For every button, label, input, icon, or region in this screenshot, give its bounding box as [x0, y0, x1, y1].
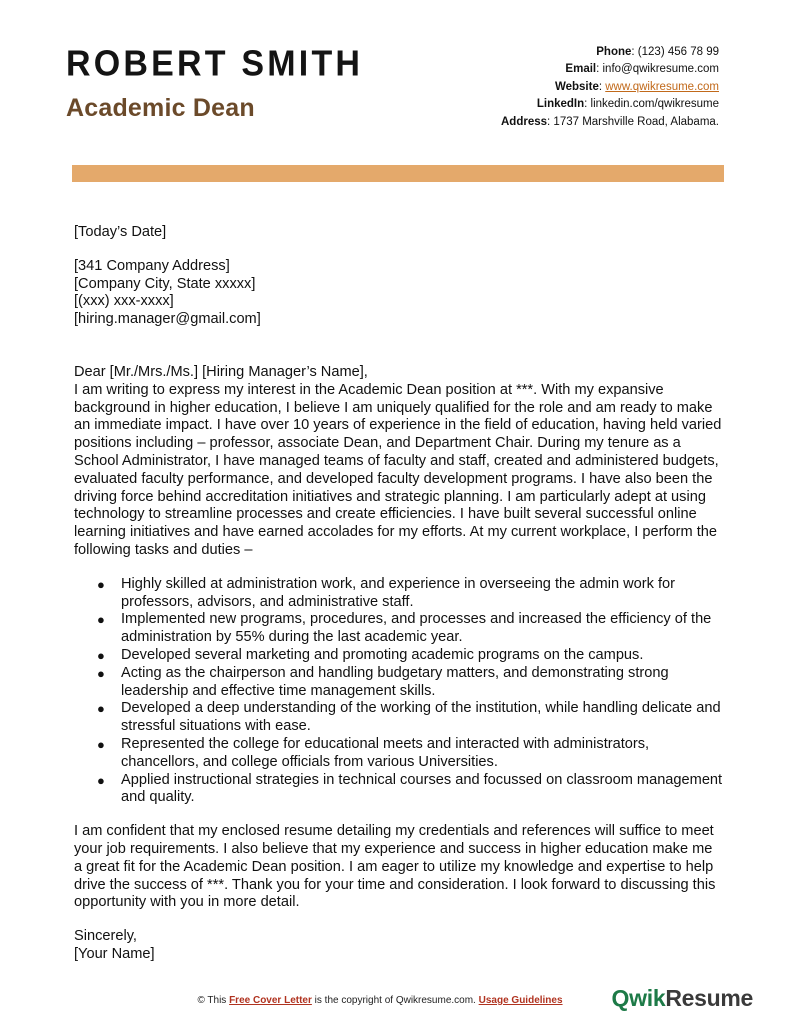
duty-list-item [97, 735, 724, 772]
letter-date: [Today’s Date] [74, 224, 167, 240]
recipient-email: [hiring.manager@gmail.com] [74, 311, 261, 328]
recipient-phone: [(xxx) xxx-xxxx] [74, 293, 174, 310]
duty-list-item [97, 700, 724, 736]
logo-part-resume: Resume [665, 985, 753, 1011]
free-cover-letter-link[interactable]: Free Cover Letter [229, 995, 312, 1006]
website-label: Website [554, 80, 599, 93]
bullet-icon: ● [97, 576, 105, 592]
contact-linkedin: LinkedIn: linkedin.com/qwikresume [536, 98, 719, 111]
duty-list-item [97, 611, 724, 647]
recipient-address: [341 Company Address] [74, 257, 230, 274]
duty-text: Acting as the chairperson and handling budgetary matters, and demonstrating strong leadership and effective time management skills. [121, 664, 669, 699]
duty-list-item [97, 646, 724, 665]
letter-body [74, 224, 724, 964]
email-value: info@qwikresume.com [602, 63, 719, 76]
duty-list-item [97, 664, 724, 701]
footer-middle: is the copyright of Qwikresume.com. [311, 995, 479, 1006]
website-link[interactable]: www.qwikresume.com [605, 80, 719, 93]
contact-block [359, 44, 719, 131]
duty-text: Applied instructional strategies in technical courses and focussed on classroom management and quality. [121, 771, 723, 806]
phone-label: Phone [596, 46, 632, 58]
duty-text: Developed a deep understanding of the working of the institution, while handling delicate and stressful situations with ease. [121, 700, 721, 735]
bullet-icon: ● [97, 612, 105, 628]
duty-list-item [97, 771, 724, 808]
usage-guidelines-link[interactable]: Usage Guidelines [478, 995, 563, 1006]
contact-phone: Phone: (123) 456 78 99 [596, 46, 719, 58]
contact-address: Address: 1737 Marshville Road, Alabama. [501, 115, 719, 128]
bullet-icon: ● [97, 665, 105, 681]
email-label: Email [565, 63, 597, 76]
closing-paragraph: I am confident that my enclosed resume detailing my credentials and references will suffice to meet your job requirements. I also believe that my experience and success in higher education make me a great fit for the Academic Dean position. I am eager to utilize my knowledge and expertise to help drive the success of ***. Thank you for your time and consideration. I look forward to discussing this opportunity with you in more detail. [74, 823, 716, 911]
address-label: Address [501, 115, 548, 128]
signature: [Your Name] [74, 945, 155, 962]
logo-part-qwik: Qwik [611, 985, 666, 1011]
intro-paragraph: I am writing to express my interest in the Academic Dean position at ***. With my expansive background in higher education, I believe I am uniquely qualified for the role and am ready to make an immediate impact. I have over 10 years of experience in the field of education, having held varied positions including – professor, associate Dean, and Department Chair. During my tenure as a School Administrator, I have managed teams of faculty and staff, created and administered budgets, evaluated faculty performance, and developed faculty development programs. I have also been the driving force behind accreditation initiatives and strategic planning. I am particularly adept at using technology to streamline processes and create efficiencies. I have built several successful online learning initiatives and have earned accolades for my efforts. At my current workplace, I perform the following tasks and duties – [74, 381, 722, 558]
contact-website: Website: www.qwikresume.com [554, 80, 719, 93]
contact-email: Email: info@qwikresume.com [565, 63, 719, 76]
address-value: 1737 Marshville Road, Alabama. [553, 115, 719, 128]
footer-prefix: © This [197, 995, 230, 1006]
bullet-icon: ● [97, 736, 105, 752]
duty-list-item [97, 575, 724, 612]
phone-value: (123) 456 78 99 [637, 46, 719, 58]
linkedin-value: linkedin.com/qwikresume [590, 98, 719, 111]
bullet-icon: ● [97, 772, 105, 788]
sign-off: Sincerely, [74, 928, 137, 945]
applicant-name: ROBERT SMITH [66, 44, 364, 84]
bullet-icon: ● [97, 701, 105, 717]
recipient-block [74, 258, 724, 329]
duty-text: Developed several marketing and promoting academic programs on the campus. [121, 646, 644, 663]
job-title: Academic Dean [66, 94, 255, 122]
qwikresume-logo[interactable] [612, 985, 753, 1012]
salutation: Dear [Mr./Mrs./Ms.] [Hiring Manager’s Name], [74, 363, 368, 380]
duty-text: Highly skilled at administration work, and experience in overseeing the admin work for professors, advisors, and administrative staff. [121, 575, 676, 610]
bullet-icon: ● [97, 647, 105, 663]
recipient-city: [Company City, State xxxxx] [74, 275, 256, 292]
duties-list [74, 576, 724, 807]
duty-text: Implemented new programs, procedures, and processes and increased the efficiency of the administration by 55% during the last academic year. [121, 611, 712, 646]
linkedin-label: LinkedIn [536, 98, 585, 111]
duty-text: Represented the college for educational meets and interacted with administrators, chancellors, and college officials from various Universities. [121, 735, 650, 770]
accent-divider-bar [72, 165, 724, 182]
